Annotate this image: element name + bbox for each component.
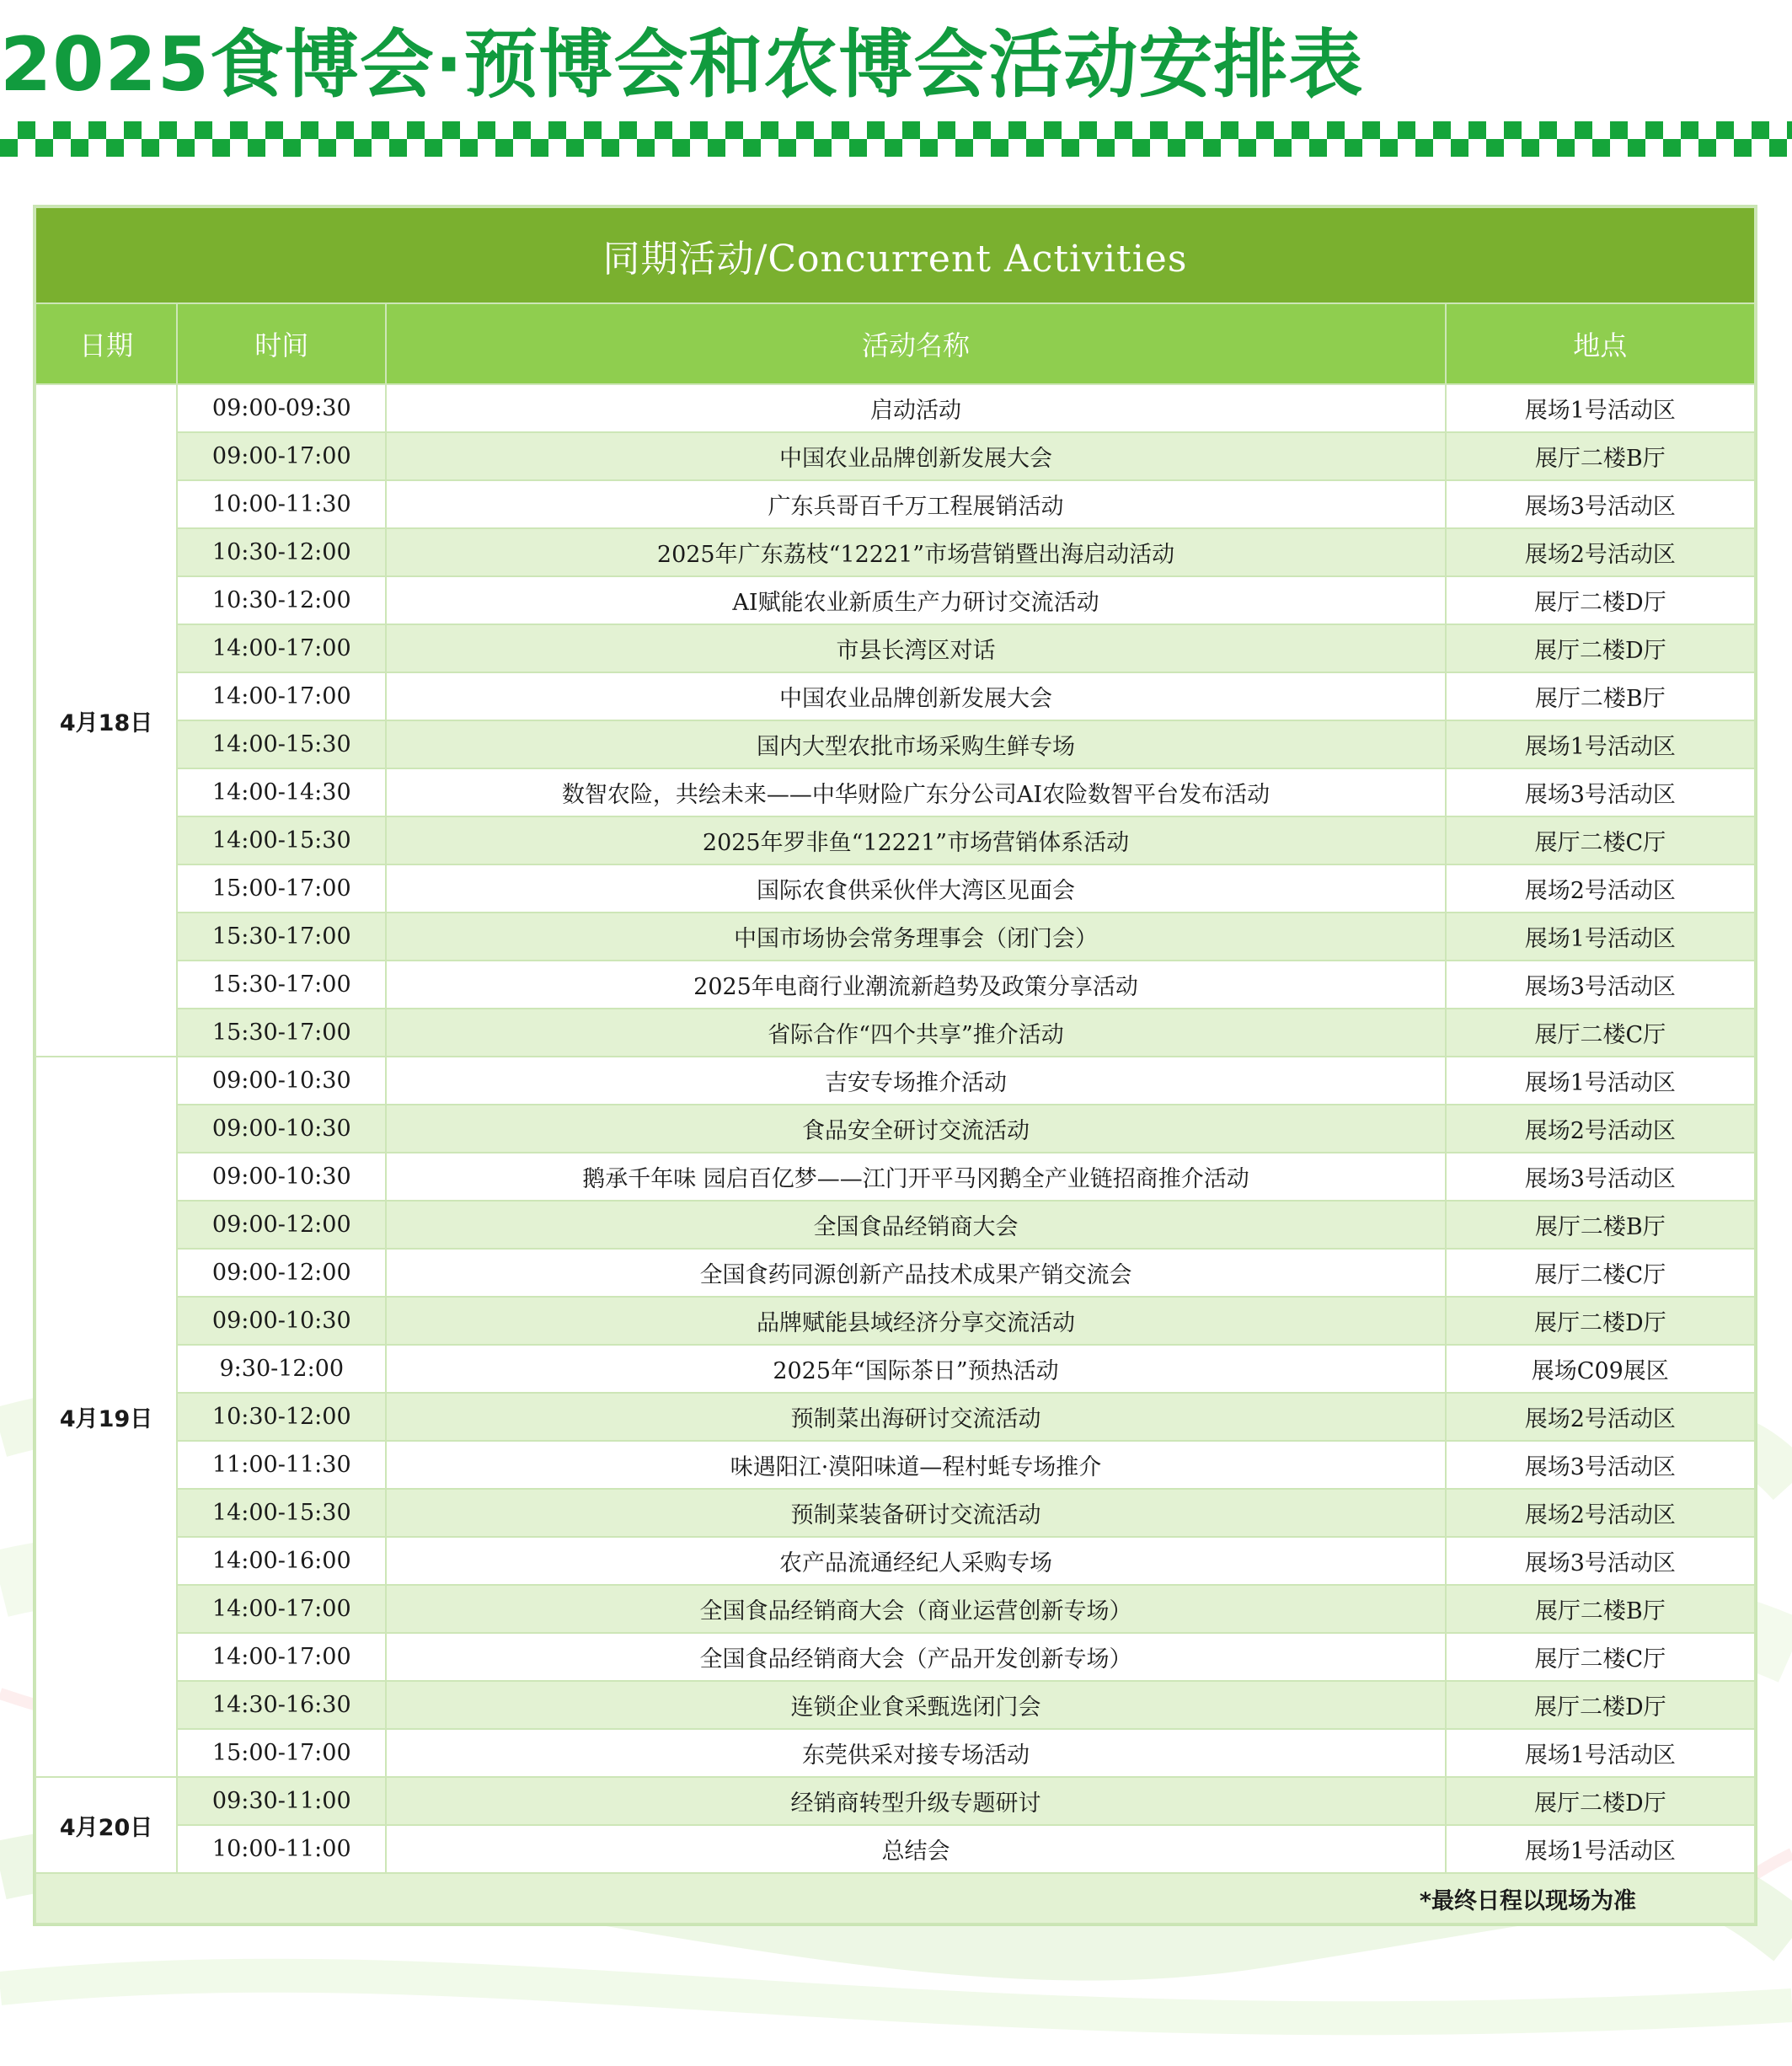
activity-cell: 中国农业品牌创新发展大会 — [386, 432, 1445, 480]
table-row — [35, 1009, 1755, 1057]
table-row — [35, 1249, 1755, 1297]
time-cell: 14:00-15:30 — [177, 816, 386, 864]
time-cell: 09:00-09:30 — [177, 384, 386, 432]
date-cell: 4月19日 — [35, 1057, 177, 1777]
time-cell: 15:30-17:00 — [177, 961, 386, 1009]
activity-cell: 2025年电商行业潮流新趋势及政策分享活动 — [386, 961, 1445, 1009]
activity-cell: 味遇阳江·漠阳味道—程村蚝专场推介 — [386, 1441, 1445, 1489]
table-row — [35, 1201, 1755, 1249]
table-row — [35, 913, 1755, 961]
activity-cell: 数智农险，共绘未来——中华财险广东分公司AI农险数智平台发布活动 — [386, 768, 1445, 816]
activity-cell: 吉安专场推介活动 — [386, 1057, 1445, 1105]
time-cell: 10:30-12:00 — [177, 576, 386, 624]
time-cell: 10:00-11:00 — [177, 1825, 386, 1873]
table-row — [35, 961, 1755, 1009]
table-row — [35, 1681, 1755, 1729]
time-cell: 15:00-17:00 — [177, 1729, 386, 1777]
venue-cell: 展厅二楼B厅 — [1446, 1585, 1755, 1633]
venue-cell: 展场3号活动区 — [1446, 1537, 1755, 1585]
venue-cell: 展厅二楼D厅 — [1446, 1297, 1755, 1345]
venue-cell: 展场2号活动区 — [1446, 1105, 1755, 1153]
venue-cell: 展场3号活动区 — [1446, 1153, 1755, 1201]
table-row — [35, 1441, 1755, 1489]
activity-cell: 国际农食供采伙伴大湾区见面会 — [386, 864, 1445, 913]
time-cell: 15:30-17:00 — [177, 1009, 386, 1057]
venue-cell: 展场2号活动区 — [1446, 864, 1755, 913]
table-row — [35, 1345, 1755, 1393]
table-row — [35, 1537, 1755, 1585]
activity-cell: 中国市场协会常务理事会（闭门会） — [386, 913, 1445, 961]
venue-cell: 展场2号活动区 — [1446, 1393, 1755, 1441]
activity-cell: 中国农业品牌创新发展大会 — [386, 672, 1445, 720]
table-row — [35, 816, 1755, 864]
venue-cell: 展场1号活动区 — [1446, 1729, 1755, 1777]
venue-cell: 展场3号活动区 — [1446, 480, 1755, 528]
time-cell: 14:30-16:30 — [177, 1681, 386, 1729]
venue-cell: 展场1号活动区 — [1446, 720, 1755, 768]
column-header-time: 时间 — [177, 303, 386, 384]
column-header-date: 日期 — [35, 303, 177, 384]
venue-cell: 展厅二楼D厅 — [1446, 1777, 1755, 1825]
table-row — [35, 1105, 1755, 1153]
venue-cell: 展场1号活动区 — [1446, 1825, 1755, 1873]
venue-cell: 展厅二楼D厅 — [1446, 576, 1755, 624]
activity-cell: 2025年“国际茶日”预热活动 — [386, 1345, 1445, 1393]
table-row — [35, 480, 1755, 528]
venue-cell: 展厅二楼C厅 — [1446, 1009, 1755, 1057]
activity-cell: 预制菜装备研讨交流活动 — [386, 1489, 1445, 1537]
table-row — [35, 624, 1755, 672]
time-cell: 09:00-17:00 — [177, 432, 386, 480]
activity-cell: 全国食品经销商大会（产品开发创新专场） — [386, 1633, 1445, 1681]
activity-cell: 2025年罗非鱼“12221”市场营销体系活动 — [386, 816, 1445, 864]
date-cell: 4月18日 — [35, 384, 177, 1057]
activity-cell: 食品安全研讨交流活动 — [386, 1105, 1445, 1153]
time-cell: 10:30-12:00 — [177, 1393, 386, 1441]
venue-cell: 展厅二楼D厅 — [1446, 1681, 1755, 1729]
time-cell: 14:00-17:00 — [177, 624, 386, 672]
table-row — [35, 432, 1755, 480]
table-row — [35, 768, 1755, 816]
activity-cell: 国内大型农批市场采购生鲜专场 — [386, 720, 1445, 768]
table-row — [35, 1297, 1755, 1345]
time-cell: 10:30-12:00 — [177, 528, 386, 576]
table-row — [35, 1777, 1755, 1825]
column-header-activity: 活动名称 — [386, 303, 1445, 384]
time-cell: 09:00-10:30 — [177, 1297, 386, 1345]
venue-cell: 展厅二楼B厅 — [1446, 1201, 1755, 1249]
activity-cell: 全国食药同源创新产品技术成果产销交流会 — [386, 1249, 1445, 1297]
venue-cell: 展场3号活动区 — [1446, 768, 1755, 816]
venue-cell: 展场1号活动区 — [1446, 384, 1755, 432]
activity-cell: AI赋能农业新质生产力研讨交流活动 — [386, 576, 1445, 624]
table-row — [35, 720, 1755, 768]
time-cell: 09:00-12:00 — [177, 1249, 386, 1297]
activity-cell: 东莞供采对接专场活动 — [386, 1729, 1445, 1777]
activity-cell: 省际合作“四个共享”推介活动 — [386, 1009, 1445, 1057]
time-cell: 09:00-12:00 — [177, 1201, 386, 1249]
venue-cell: 展场3号活动区 — [1446, 961, 1755, 1009]
time-cell: 09:00-10:30 — [177, 1105, 386, 1153]
time-cell: 14:00-15:30 — [177, 1489, 386, 1537]
activity-cell: 农产品流通经纪人采购专场 — [386, 1537, 1445, 1585]
table-row — [35, 672, 1755, 720]
venue-cell: 展厅二楼C厅 — [1446, 816, 1755, 864]
table-row — [35, 528, 1755, 576]
footnote: *最终日程以现场为准 — [35, 1873, 1755, 1924]
table-row — [35, 1057, 1755, 1105]
time-cell: 09:00-10:30 — [177, 1153, 386, 1201]
time-cell: 14:00-14:30 — [177, 768, 386, 816]
time-cell: 10:00-11:30 — [177, 480, 386, 528]
activity-cell: 品牌赋能县域经济分享交流活动 — [386, 1297, 1445, 1345]
time-cell: 14:00-15:30 — [177, 720, 386, 768]
venue-cell: 展场3号活动区 — [1446, 1441, 1755, 1489]
table-row — [35, 1729, 1755, 1777]
venue-cell: 展场1号活动区 — [1446, 1057, 1755, 1105]
venue-cell: 展厅二楼C厅 — [1446, 1633, 1755, 1681]
table-row — [35, 1825, 1755, 1873]
activity-cell: 广东兵哥百千万工程展销活动 — [386, 480, 1445, 528]
time-cell: 15:30-17:00 — [177, 913, 386, 961]
time-cell: 09:00-10:30 — [177, 1057, 386, 1105]
activity-cell: 预制菜出海研讨交流活动 — [386, 1393, 1445, 1441]
column-header-venue: 地点 — [1446, 303, 1755, 384]
activity-cell: 市县长湾区对话 — [386, 624, 1445, 672]
table-row — [35, 384, 1755, 432]
venue-cell: 展场1号活动区 — [1446, 913, 1755, 961]
time-cell: 14:00-17:00 — [177, 672, 386, 720]
table-row — [35, 1585, 1755, 1633]
activity-cell: 总结会 — [386, 1825, 1445, 1873]
table-row — [35, 576, 1755, 624]
table-row — [35, 1153, 1755, 1201]
table-row — [35, 1633, 1755, 1681]
venue-cell: 展厅二楼B厅 — [1446, 672, 1755, 720]
activity-cell: 启动活动 — [386, 384, 1445, 432]
time-cell: 09:30-11:00 — [177, 1777, 386, 1825]
activity-cell: 连锁企业食采甄选闭门会 — [386, 1681, 1445, 1729]
venue-cell: 展场C09展区 — [1446, 1345, 1755, 1393]
date-cell: 4月20日 — [35, 1777, 177, 1873]
venue-cell: 展厅二楼C厅 — [1446, 1249, 1755, 1297]
venue-cell: 展厅二楼B厅 — [1446, 432, 1755, 480]
activity-cell: 经销商转型升级专题研讨 — [386, 1777, 1445, 1825]
venue-cell: 展场2号活动区 — [1446, 1489, 1755, 1537]
time-cell: 14:00-17:00 — [177, 1633, 386, 1681]
venue-cell: 展厅二楼D厅 — [1446, 624, 1755, 672]
checker-border — [0, 121, 1792, 157]
activity-cell: 鹅承千年味 园启百亿梦——江门开平马冈鹅全产业链招商推介活动 — [386, 1153, 1445, 1201]
time-cell: 15:00-17:00 — [177, 864, 386, 913]
table-row — [35, 864, 1755, 913]
activity-cell: 全国食品经销商大会（商业运营创新专场） — [386, 1585, 1445, 1633]
time-cell: 9:30-12:00 — [177, 1345, 386, 1393]
time-cell: 14:00-17:00 — [177, 1585, 386, 1633]
schedule-table — [33, 205, 1757, 1926]
table-row — [35, 1489, 1755, 1537]
time-cell: 14:00-16:00 — [177, 1537, 386, 1585]
time-cell: 11:00-11:30 — [177, 1441, 386, 1489]
schedule-body — [35, 384, 1755, 1873]
table-row — [35, 1393, 1755, 1441]
activity-cell: 2025年广东荔枝“12221”市场营销暨出海启动活动 — [386, 528, 1445, 576]
table-banner: 同期活动/Concurrent Activities — [35, 207, 1755, 303]
venue-cell: 展场2号活动区 — [1446, 528, 1755, 576]
activity-cell: 全国食品经销商大会 — [386, 1201, 1445, 1249]
page-title: 2025食博会·预博会和农博会活动安排表 — [0, 21, 1364, 108]
